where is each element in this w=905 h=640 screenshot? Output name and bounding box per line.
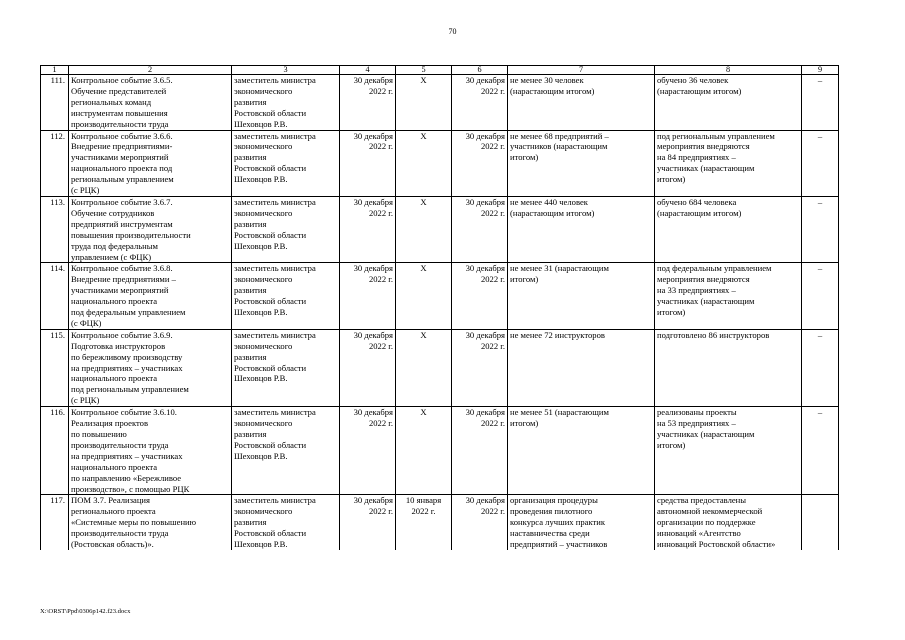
event-name-cell	[69, 75, 232, 131]
actual-result-cell	[655, 263, 802, 329]
cell-line: (нарастающим итогом)	[657, 207, 742, 218]
cell-line: 2022 г.	[480, 85, 505, 96]
start-date-cell	[396, 130, 452, 196]
cell-line: участниках (нарастающим	[657, 296, 755, 307]
cell-line: предприятий – участников	[510, 539, 608, 550]
actual-result-cell	[655, 75, 802, 131]
planned-date-cell	[340, 196, 396, 262]
end-date-cell	[452, 75, 508, 131]
cell-line: Х	[420, 263, 427, 274]
cell-line: 2022 г.	[480, 506, 505, 517]
table-row	[41, 407, 839, 495]
cell-line: развития	[234, 285, 267, 296]
row-number: 117.	[41, 495, 69, 550]
cell-line: Подготовка инструкторов	[71, 340, 166, 351]
cell-line: Ростовской области	[234, 296, 307, 307]
cell-line: заместитель министра	[234, 495, 316, 506]
cell-line: подготовлено 86 инструкторов	[657, 329, 770, 340]
cell-line: 30 декабря	[353, 407, 393, 418]
responsible-cell	[232, 263, 340, 329]
planned-result-cell	[508, 196, 655, 262]
file-path-footer: X:\ORST\Ppd\0306p142.f23.docx	[40, 608, 131, 615]
cell-line: Х	[420, 130, 427, 141]
report-table	[40, 65, 839, 550]
responsible-cell	[232, 130, 340, 196]
actual-result-cell	[655, 196, 802, 262]
column-header: 5	[396, 66, 452, 75]
start-date-cell	[396, 407, 452, 495]
cell-line: экономического	[234, 85, 293, 96]
start-date-cell	[396, 75, 452, 131]
column-header: 6	[452, 66, 508, 75]
event-name-cell	[69, 196, 232, 262]
cell-line: заместитель министра	[234, 75, 316, 85]
cell-line: Контрольное событие 3.6.6.	[71, 130, 173, 141]
cell-line: по повышению	[71, 429, 127, 439]
cell-line: Контрольное событие 3.6.8.	[71, 263, 173, 274]
table-header-row	[41, 66, 839, 75]
cell-line: регионального проекта	[71, 506, 156, 517]
note-cell: –	[802, 130, 839, 196]
cell-line: «Системные меры по повышению	[71, 517, 197, 528]
note-cell: –	[802, 407, 839, 495]
cell-line: предприятий инструментам	[71, 218, 173, 229]
cell-line: национального проекта под	[71, 163, 173, 174]
column-header: 1	[41, 66, 69, 75]
cell-line: итогом)	[657, 307, 686, 318]
cell-line: развития	[234, 218, 267, 229]
cell-line: национального проекта	[71, 461, 158, 472]
column-header: 7	[508, 66, 655, 75]
table-row	[41, 130, 839, 196]
cell-line: 2022 г.	[368, 340, 393, 351]
cell-line: Х	[420, 329, 427, 340]
cell-line: развития	[234, 96, 267, 107]
cell-line: Контрольное событие 3.6.5.	[71, 75, 173, 85]
cell-line: 30 декабря	[353, 495, 393, 506]
cell-line: экономического	[234, 141, 293, 152]
row-number: 116.	[41, 407, 69, 495]
start-date-cell	[396, 196, 452, 262]
cell-line: 30 декабря	[465, 130, 505, 141]
cell-line: экономического	[234, 506, 293, 517]
actual-result-cell	[655, 495, 802, 550]
cell-line: Контрольное событие 3.6.10.	[71, 407, 177, 418]
cell-line: Контрольное событие 3.6.7.	[71, 196, 173, 207]
cell-line: 2022 г.	[368, 207, 393, 218]
cell-line: (с РЦК)	[71, 395, 100, 406]
cell-line: (с РЦК)	[71, 185, 100, 196]
note-cell: –	[802, 75, 839, 131]
cell-line: на предприятиях – участниках	[71, 450, 183, 461]
column-header: 8	[655, 66, 802, 75]
cell-line: 2022 г.	[411, 506, 436, 517]
planned-date-cell	[340, 130, 396, 196]
cell-line: 2022 г.	[368, 274, 393, 285]
cell-line: 30 декабря	[353, 263, 393, 274]
table-row	[41, 196, 839, 262]
cell-line: Ростовской области	[234, 229, 307, 240]
cell-line: заместитель министра	[234, 407, 316, 418]
cell-line: средства предоставлены	[657, 495, 747, 506]
cell-line: 30 декабря	[353, 329, 393, 340]
note-cell	[802, 495, 839, 550]
event-name-cell	[69, 263, 232, 329]
event-name-cell	[69, 407, 232, 495]
cell-line: на 84 предприятиях –	[657, 152, 736, 163]
cell-line: 2022 г.	[368, 85, 393, 96]
cell-line: организация процедуры	[510, 495, 598, 506]
cell-line: на 53 предприятиях –	[657, 418, 736, 429]
cell-line: автономной некоммерческой	[657, 506, 763, 517]
cell-line: Ростовской области	[234, 439, 307, 450]
cell-line: не менее 31 (нарастающим	[510, 263, 609, 274]
cell-line: 2022 г.	[368, 141, 393, 152]
row-number: 114.	[41, 263, 69, 329]
cell-line: 2022 г.	[480, 418, 505, 429]
cell-line: Шеховцов Р.В.	[234, 174, 288, 185]
cell-line: под региональным управлением	[657, 130, 775, 141]
cell-line: развития	[234, 351, 267, 362]
cell-line: 2022 г.	[368, 418, 393, 429]
planned-date-cell	[340, 75, 396, 131]
cell-line: инноваций «Агентство	[657, 528, 741, 539]
table-row	[41, 329, 839, 406]
column-header: 2	[69, 66, 232, 75]
event-name-cell	[69, 130, 232, 196]
cell-line: участниками мероприятий	[71, 285, 169, 296]
cell-line: региональных команд	[71, 96, 152, 107]
cell-line: Шеховцов Р.В.	[234, 240, 288, 251]
cell-line: Обучение сотрудников	[71, 207, 155, 218]
cell-line: управлением (с ФЦК)	[71, 251, 152, 262]
start-date-cell	[396, 263, 452, 329]
cell-line: 2022 г.	[368, 506, 393, 517]
cell-line: участниках (нарастающим	[657, 429, 755, 439]
cell-line: ПОМ 3.7. Реализация	[71, 495, 150, 506]
cell-line: Ростовской области	[234, 107, 307, 118]
note-cell: –	[802, 196, 839, 262]
end-date-cell	[452, 263, 508, 329]
cell-line: экономического	[234, 418, 293, 429]
cell-line: мероприятия внедряются	[657, 274, 750, 285]
cell-line: под федеральным управлением	[657, 263, 772, 274]
start-date-cell	[396, 495, 452, 550]
cell-line: 2022 г.	[480, 141, 505, 152]
planned-result-cell	[508, 75, 655, 131]
cell-line: заместитель министра	[234, 130, 316, 141]
cell-line: (Ростовская область)».	[71, 539, 154, 550]
cell-line: экономического	[234, 340, 293, 351]
planned-result-cell	[508, 130, 655, 196]
cell-line: 2022 г.	[480, 340, 505, 351]
cell-line: 30 декабря	[465, 196, 505, 207]
planned-date-cell	[340, 407, 396, 495]
cell-line: 30 декабря	[465, 329, 505, 340]
cell-line: не менее 72 инструкторов	[510, 329, 605, 340]
note-cell: –	[802, 329, 839, 406]
actual-result-cell	[655, 130, 802, 196]
cell-line: итогом)	[510, 152, 539, 163]
cell-line: (нарастающим итогом)	[510, 85, 595, 96]
cell-line: развития	[234, 152, 267, 163]
cell-line: 30 декабря	[465, 407, 505, 418]
end-date-cell	[452, 329, 508, 406]
cell-line: организации по поддержке	[657, 517, 756, 528]
cell-line: наставничества среди	[510, 528, 590, 539]
cell-line: инноваций Ростовской области»	[657, 539, 776, 550]
column-header: 3	[232, 66, 340, 75]
responsible-cell	[232, 75, 340, 131]
cell-line: Ростовской области	[234, 528, 307, 539]
event-name-cell	[69, 495, 232, 550]
column-header: 4	[340, 66, 396, 75]
cell-line: итогом)	[510, 418, 539, 429]
planned-result-cell	[508, 263, 655, 329]
cell-line: региональным управлением	[71, 174, 174, 185]
note-cell: –	[802, 263, 839, 329]
cell-line: Шеховцов Р.В.	[234, 539, 288, 550]
row-number: 113.	[41, 196, 69, 262]
cell-line: итогом)	[510, 274, 539, 285]
cell-line: развития	[234, 429, 267, 439]
cell-line: 30 декабря	[353, 130, 393, 141]
table-row	[41, 75, 839, 131]
table-row	[41, 495, 839, 550]
responsible-cell	[232, 495, 340, 550]
cell-line: обучено 684 человека	[657, 196, 737, 207]
cell-line: повышения производительности	[71, 229, 191, 240]
cell-line: под региональным управлением	[71, 384, 189, 395]
cell-line: производительности труда	[71, 439, 169, 450]
cell-line: на 33 предприятиях –	[657, 285, 736, 296]
cell-line: инструментам повышения	[71, 107, 168, 118]
planned-date-cell	[340, 495, 396, 550]
cell-line: Шеховцов Р.В.	[234, 450, 288, 461]
cell-line: участниках (нарастающим	[657, 163, 755, 174]
planned-date-cell	[340, 263, 396, 329]
planned-result-cell	[508, 407, 655, 495]
row-number: 112.	[41, 130, 69, 196]
start-date-cell	[396, 329, 452, 406]
event-name-cell	[69, 329, 232, 406]
cell-line: экономического	[234, 274, 293, 285]
cell-line: (с ФЦК)	[71, 317, 102, 328]
end-date-cell	[452, 407, 508, 495]
cell-line: 2022 г.	[480, 274, 505, 285]
table-row	[41, 263, 839, 329]
cell-line: Х	[420, 407, 427, 418]
cell-line: (нарастающим итогом)	[657, 85, 742, 96]
cell-line: не менее 51 (нарастающим	[510, 407, 609, 418]
cell-line: обучено 36 человек	[657, 75, 729, 85]
actual-result-cell	[655, 329, 802, 406]
cell-line: не менее 440 человек	[510, 196, 588, 207]
cell-line: Ростовской области	[234, 163, 307, 174]
end-date-cell	[452, 196, 508, 262]
responsible-cell	[232, 329, 340, 406]
cell-line: по бережливому производству	[71, 351, 183, 362]
planned-result-cell	[508, 495, 655, 550]
cell-line: под федеральным управлением	[71, 307, 186, 318]
cell-line: Реализация проектов	[71, 418, 149, 429]
cell-line: Контрольное событие 3.6.9.	[71, 329, 173, 340]
cell-line: заместитель министра	[234, 196, 316, 207]
cell-line: развития	[234, 517, 267, 528]
cell-line: 30 декабря	[465, 495, 505, 506]
cell-line: труда под федеральным	[71, 240, 158, 251]
column-header: 9	[802, 66, 839, 75]
cell-line: Шеховцов Р.В.	[234, 373, 288, 384]
responsible-cell	[232, 407, 340, 495]
cell-line: конкурса лучших практик	[510, 517, 606, 528]
page-number: 70	[448, 27, 457, 36]
cell-line: итогом)	[657, 439, 686, 450]
end-date-cell	[452, 495, 508, 550]
cell-line: национального проекта	[71, 373, 158, 384]
cell-line: заместитель министра	[234, 263, 316, 274]
cell-line: не менее 68 предприятий –	[510, 130, 609, 141]
planned-result-cell	[508, 329, 655, 406]
cell-line: на предприятиях – участниках	[71, 362, 183, 373]
cell-line: 30 декабря	[465, 263, 505, 274]
cell-line: по направлению «Бережливое	[71, 472, 182, 483]
cell-line: проведения пилотного	[510, 506, 593, 517]
row-number: 115.	[41, 329, 69, 406]
cell-line: 2022 г.	[480, 207, 505, 218]
end-date-cell	[452, 130, 508, 196]
cell-line: производительности труда	[71, 528, 169, 539]
responsible-cell	[232, 196, 340, 262]
row-number: 111.	[41, 75, 69, 131]
cell-line: 10 января	[405, 495, 442, 506]
cell-line: мероприятия внедряются	[657, 141, 750, 152]
cell-line: Внедрение предприятиями –	[71, 274, 176, 285]
cell-line: итогом)	[657, 174, 686, 185]
cell-line: Шеховцов Р.В.	[234, 307, 288, 318]
cell-line: Х	[420, 196, 427, 207]
cell-line: Внедрение предприятиями-	[71, 141, 173, 152]
cell-line: участников (нарастающим	[510, 141, 608, 152]
cell-line: (нарастающим итогом)	[510, 207, 595, 218]
cell-line: Обучение представителей	[71, 85, 167, 96]
cell-line: производительности труда	[71, 118, 169, 129]
cell-line: Ростовской области	[234, 362, 307, 373]
cell-line: национального проекта	[71, 296, 158, 307]
cell-line: Х	[420, 75, 427, 85]
cell-line: Шеховцов Р.В.	[234, 118, 288, 129]
cell-line: участниками мероприятий	[71, 152, 169, 163]
cell-line: 30 декабря	[353, 75, 393, 85]
cell-line: производство», с помощью РЦК	[71, 483, 190, 494]
planned-date-cell	[340, 329, 396, 406]
cell-line: реализованы проекты	[657, 407, 737, 418]
cell-line: экономического	[234, 207, 293, 218]
cell-line: заместитель министра	[234, 329, 316, 340]
actual-result-cell	[655, 407, 802, 495]
cell-line: 30 декабря	[353, 196, 393, 207]
cell-line: 30 декабря	[465, 75, 505, 85]
cell-line: не менее 30 человек	[510, 75, 584, 85]
